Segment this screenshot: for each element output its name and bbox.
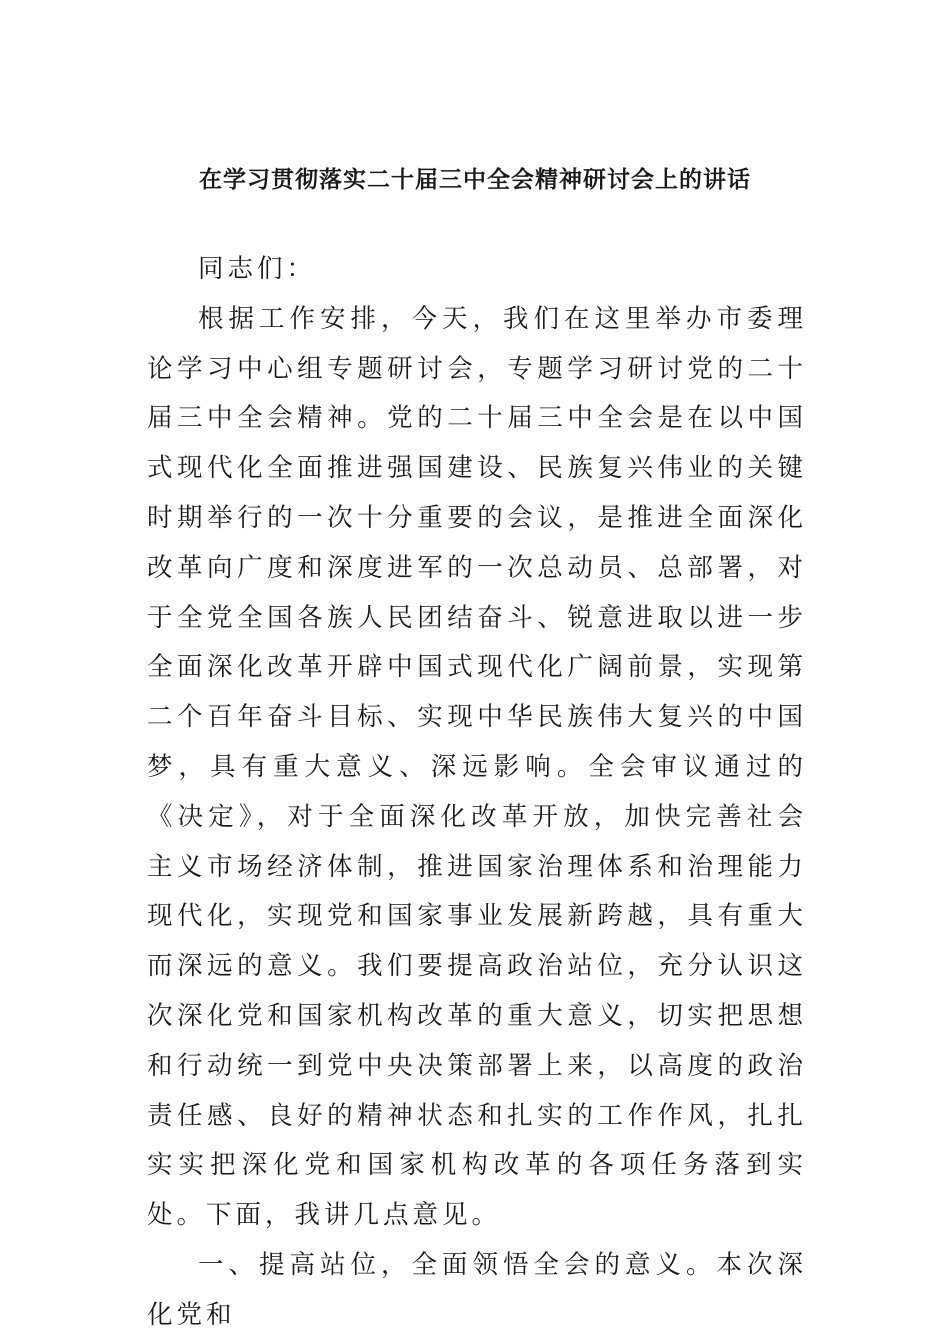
document-title: 在学习贯彻落实二十届三中全会精神研讨会上的讲话 [199, 167, 751, 193]
paragraph-section-one: 一、提高站位，全面领悟全会的意义。本次深化党和 [147, 1249, 807, 1330]
paragraph-intro: 根据工作安排，今天，我们在这里举办市委理论学习中心组专题研讨会，专题学习研讨党的二十届三中全会精神。党的二十届三中全会是在以中国式现代化全面推进强国建设、民族复兴伟业的关键时期举行的一次十分重要的会议，是推进全面深化改革向广度和深度进军的一次总动员、总部署，对于全党全国各族人民团结奋斗、锐意进取以进一步全面深化改革开辟中国式现代化广阔前景，实现第二个百年奋斗目标、实现中华民族伟大复兴的中国梦，具有重大意义、深远影响。全会审议通过的《决定》，对于全面深化改革开放，加快完善社会主义市场经济体制，推进国家治理体系和治理能力现代化，实现党和国家事业发展新跨越，具有重大而深远的意义。我们要提高政治站位，充分认识这次深化党和国家机构改革的重大意义，切实把思想和行动统一到党中央决策部署上来，以高度的政治责任感、良好的精神状态和扎实的工作作风，扎扎实实把深化党和国家机构改革的各项任务落到实处。下面，我讲几点意见。 [147, 303, 807, 1231]
document-body [147, 245, 807, 1341]
salutation: 同志们： [198, 254, 317, 284]
